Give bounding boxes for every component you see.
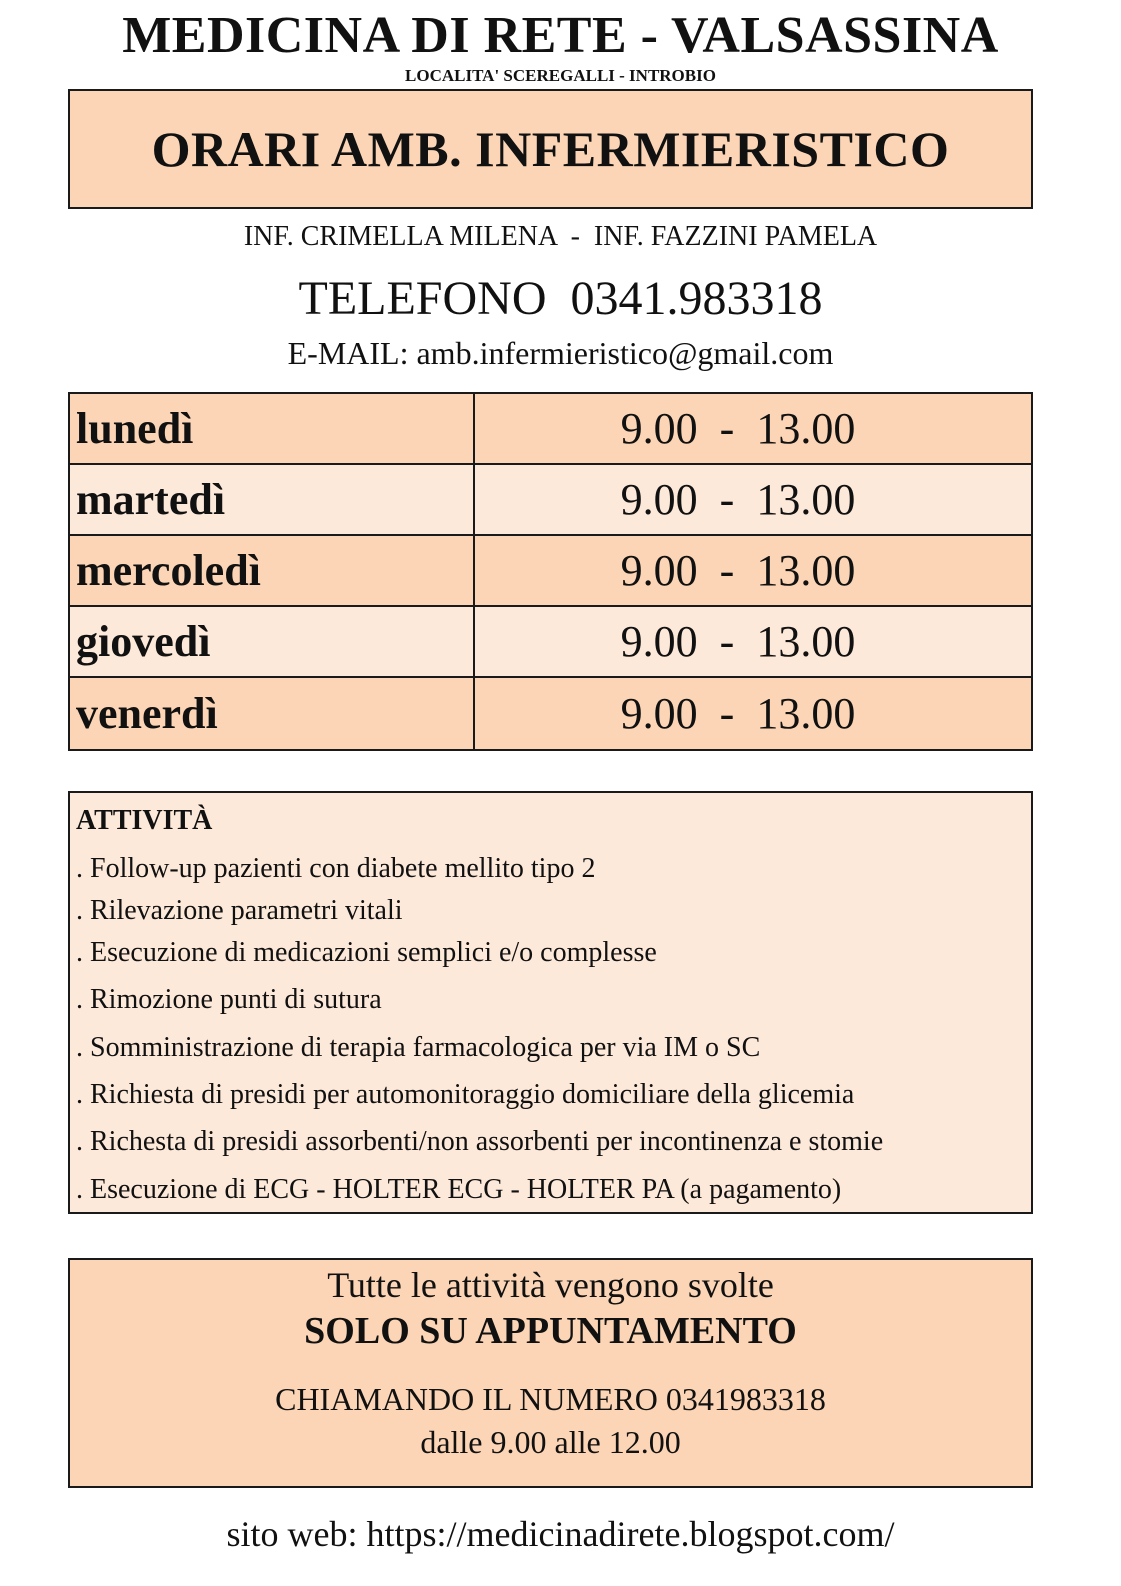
location-subtitle: LOCALITA' SCEREGALLI - INTROBIO	[405, 66, 716, 85]
website-link[interactable]: sito web: https://medicinadirete.blogspot.com/	[226, 1514, 895, 1554]
activity-item: . Rimozione punti di sutura	[76, 984, 382, 1015]
phone-number: TELEFONO 0341.983318	[298, 272, 823, 325]
nurses-names: INF. CRIMELLA MILENA - INF. FAZZINI PAMELA	[243, 221, 878, 252]
appointment-box	[68, 1258, 1033, 1488]
activity-item: . Rilevazione parametri vitali	[76, 895, 403, 926]
schedule-row-martedi	[70, 465, 1031, 536]
hours-value: 9.00 - 13.00	[620, 404, 856, 453]
hours-value: 9.00 - 13.00	[620, 617, 856, 666]
activity-item: . Esecuzione di medicazioni semplici e/o complesse	[76, 937, 657, 968]
activity-item: . Esecuzione di ECG - HOLTER ECG - HOLTER PA (a pagamento)	[76, 1174, 842, 1205]
activity-item: . Richesta di presidi assorbenti/non assorbenti per incontinenza e stomie	[76, 1126, 884, 1157]
schedule-row-venerdi	[70, 678, 1031, 749]
day-label: mercoledì	[70, 536, 475, 605]
activity-item: . Follow-up pazienti con diabete mellito tipo 2	[76, 853, 596, 884]
activity-item: . Richiesta di presidi per automonitoraggio domiciliare della glicemia	[76, 1079, 855, 1110]
appointment-hours: dalle 9.00 alle 12.00	[420, 1424, 681, 1460]
appointment-phone: CHIAMANDO IL NUMERO 0341983318	[275, 1381, 826, 1417]
page-title: MEDICINA DI RETE - VALSASSINA	[122, 7, 999, 64]
schedule-row-mercoledi	[70, 536, 1031, 607]
email-address: E-MAIL: amb.infermieristico@gmail.com	[287, 335, 834, 371]
activity-item: . Somministrazione di terapia farmacologica per via IM o SC	[76, 1032, 761, 1063]
hours-value: 9.00 - 13.00	[620, 689, 856, 738]
day-label: venerdì	[70, 678, 475, 749]
banner-title: ORARI AMB. INFERMIERISTICO	[151, 121, 950, 177]
day-label: giovedì	[70, 607, 475, 676]
schedule-row-giovedi	[70, 607, 1031, 678]
hours-value: 9.00 - 13.00	[620, 546, 856, 595]
appointment-intro: Tutte le attività vengono svolte	[327, 1265, 774, 1305]
activities-box	[68, 791, 1033, 1214]
appointment-only-notice: SOLO SU APPUNTAMENTO	[304, 1310, 797, 1352]
schedule-banner	[68, 89, 1033, 209]
day-label: lunedì	[70, 394, 475, 463]
day-label: martedì	[70, 465, 475, 534]
activities-heading: ATTIVITÀ	[76, 805, 213, 836]
schedule-table	[68, 392, 1033, 751]
schedule-row-lunedi	[70, 394, 1031, 465]
hours-value: 9.00 - 13.00	[620, 475, 856, 524]
